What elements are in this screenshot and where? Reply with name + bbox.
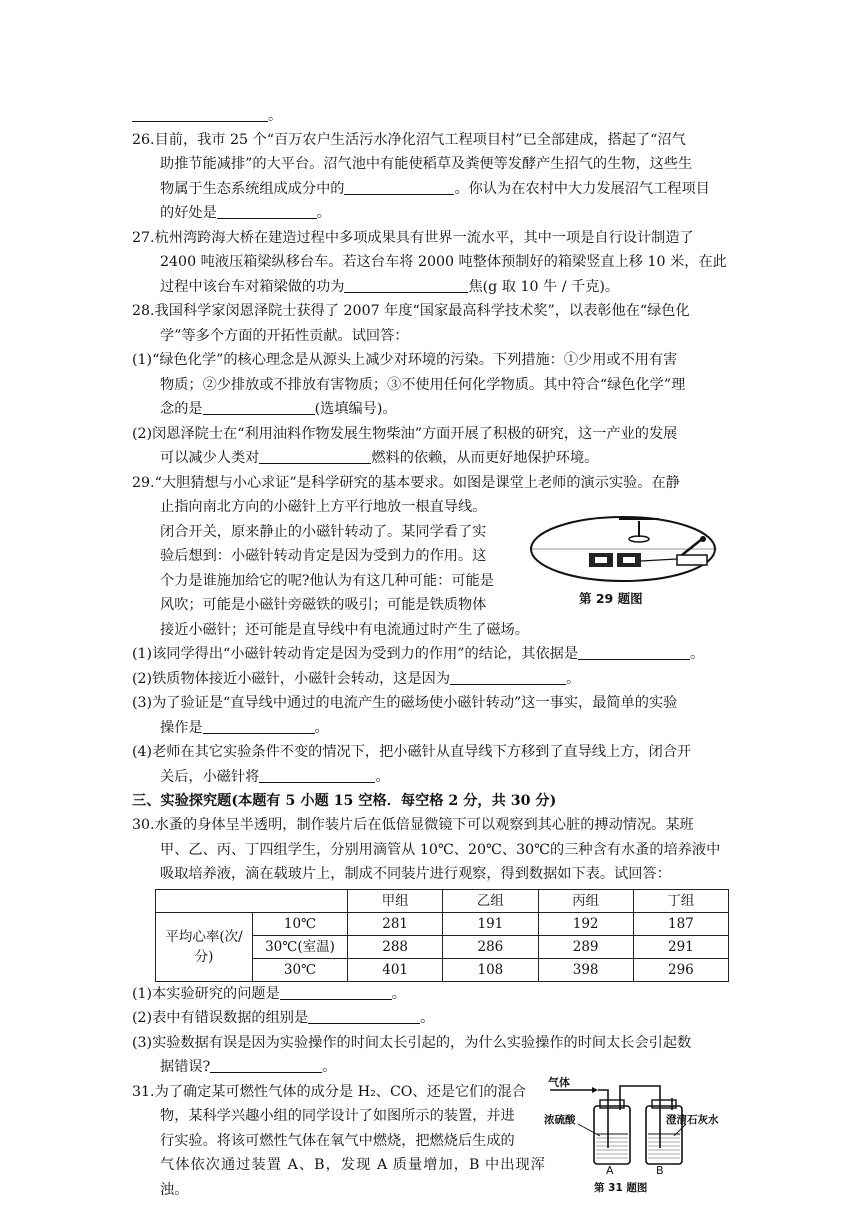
heart-rate-table xyxy=(155,889,729,982)
q28-part-1-line-3: 念的是 (选填编号)。 xyxy=(160,401,397,417)
answer-blank xyxy=(217,204,317,219)
q28-part-1-line-1: (1)“绿色化学”的核心理念是从源头上减少对环境的污染。下列措施：①少用或不用有害 xyxy=(132,352,678,368)
answer-blank xyxy=(280,985,392,1000)
table-cell: 281 xyxy=(348,913,443,936)
answer-blank xyxy=(210,1058,322,1073)
q27-line-1: 27.杭州湾跨海大桥在建造过程中多项成果具有世界一流水平，其中一项是自行设计制造了 xyxy=(132,230,694,246)
q31-line-4: 气体依次通过装置 A、B，发现 A 质量增加，B 中出现浑浊。 xyxy=(160,1157,545,1198)
q29-part-1: (1)该同学得出“小磁针转动肯定是因为受到力的作用”的结论，其依据是 。 xyxy=(132,646,705,662)
table-cell: 398 xyxy=(538,959,633,982)
table-cell: 401 xyxy=(348,959,443,982)
q28-part-2-line-1: (2)闵恩泽院士在“利用油料作物发展生物柴油”方面开展了积极的研究，这一产业的发展 xyxy=(132,426,678,442)
answer-blank xyxy=(344,278,468,293)
q31-line-1: 31.为了确定某可燃性气体的成分是 H₂、CO、还是它们的混合 xyxy=(132,1084,526,1100)
q28-part-1-line-2: 物质；②少排放或不排放有害物质；③不使用任何化学物质。其中符合“绿色化学”理 xyxy=(160,377,686,393)
q29-line-2: 止指向南北方向的小磁针上方平行地放一根直导线。 xyxy=(160,499,487,515)
table-corner-cell xyxy=(156,890,348,913)
q30-line-3: 吸取培养液，滴在载玻片上，制成不同装片进行观察，得到数据如下表。试回答： xyxy=(160,866,671,882)
table-cell: 289 xyxy=(538,936,633,959)
magnet-wire-apparatus-diagram xyxy=(527,511,722,589)
table-cell: 192 xyxy=(538,913,633,936)
q27-line-3: 过程中该台车对箱梁做的功为 焦(g 取 10 牛 / 千克)。 xyxy=(160,279,620,295)
answer-blank xyxy=(259,768,375,783)
table-header-row xyxy=(156,890,729,913)
q29-part-2: (2)铁质物体接近小磁针，小磁针会转动，这是因为 。 xyxy=(132,671,581,687)
figure-31 xyxy=(544,1076,728,1198)
q29-line-3: 闭合开关，原来静止的小磁针转动了。某同学看了实 xyxy=(160,524,487,540)
q31-line-2: 物，某科学兴趣小组的同学设计了如图所示的装置，并进 xyxy=(160,1108,515,1124)
q26-line-3: 物属于生态系统组成成分中的 。你认为在农村中大力发展沼气工程项目 xyxy=(160,181,710,197)
q30-part-1: (1)本实验研究的问题是 。 xyxy=(132,986,406,1002)
q31-line-3: 行实验。将该可燃性气体在氧气中燃烧，把燃烧后生成的 xyxy=(160,1133,515,1149)
answer-blank xyxy=(450,670,566,685)
table-cell: 191 xyxy=(443,913,538,936)
q28-line-2: 学”等多个方面的开拓性贡献。试回答： xyxy=(160,328,409,344)
q28-line-1: 28.我国科学家闵恩泽院士获得了 2007 年度“国家最高科学技术奖”，以表彰他在“绿色化 xyxy=(132,303,690,319)
figure-31-caption: 第 31 题图 xyxy=(594,1182,648,1194)
bottle-a-label: A xyxy=(606,1164,614,1177)
table-cell: 288 xyxy=(348,936,443,959)
q28-part-2-line-2: 可以减少人类对 燃料的依赖，从而更好地保护环境。 xyxy=(160,450,599,466)
q29-part-4-line-1: (4)老师在其它实验条件不变的情况下，把小磁针从直导线下方移到了直导线上方，闭合开 xyxy=(132,744,692,760)
answer-blank xyxy=(308,1009,420,1024)
table-row xyxy=(156,913,729,936)
answer-blank xyxy=(578,645,690,660)
q29-part-3-line-2: 操作是 。 xyxy=(160,720,329,736)
continuation-line: 。 xyxy=(132,104,732,129)
q29-part-3-line-1: (3)为了验证是“直导线中通过的电流产生的磁场使小磁针转动”这一事实，最简单的实验 xyxy=(132,695,678,711)
answer-blank xyxy=(203,400,315,415)
q30-line-2: 甲、乙、丙、丁四组学生，分别用滴管从 10℃、20℃、30℃的三种含有水蚤的培养液中 xyxy=(160,842,721,858)
table-cell: 187 xyxy=(633,913,728,936)
table-header-cell: 丁组 xyxy=(633,890,728,913)
q29-line-4: 验后想到：小磁针转动肯定是因为受到力的作用。这 xyxy=(160,548,487,564)
answer-blank xyxy=(344,180,454,195)
q26-line-2: 助推节能减排”的大平台。沼气池中有能使稻草及粪便等发酵产生招气的生物，这些生 xyxy=(160,156,693,172)
answer-blank xyxy=(203,719,315,734)
q30-line-1: 30.水蚤的身体呈半透明，制作装片后在低倍显微镜下可以观察到其心脏的搏动情况。某班 xyxy=(132,817,694,833)
q29-line-1: 29.“大胆猜想与小心求证”是科学研究的基本要求。如图是课堂上老师的演示实验。在静 xyxy=(132,475,680,491)
limewater-label: 澄清石灰水 xyxy=(666,1114,719,1126)
temperature-cell: 30℃(室温) xyxy=(253,936,348,959)
q30-part-3-line-1: (3)实验数据有误是因为实验操作的时间太长引起的，为什么实验操作的时间太长会引起数 xyxy=(132,1035,692,1051)
q26-line-1: 26.目前，我市 25 个“百万农户生活污水净化沼气工程项目村”已全部建成，搭起了“沼气 xyxy=(132,132,686,148)
table-cell: 291 xyxy=(633,936,728,959)
table-header-cell: 乙组 xyxy=(443,890,538,913)
q29-line-6: 风吹；可能是小磁针旁磁铁的吸引；可能是铁质物体 xyxy=(160,597,487,613)
row-header-cell: 平均心率(次/分) xyxy=(156,913,253,982)
answer-blank xyxy=(259,449,371,464)
q27-line-2: 2400 吨液压箱梁纵移台车。若这台车将 2000 吨整体预制好的箱梁竖直上移 10 米，在此 xyxy=(160,254,727,270)
answer-blank xyxy=(132,107,268,122)
table-cell: 286 xyxy=(443,936,538,959)
temperature-cell: 30℃ xyxy=(253,959,348,982)
table-header-cell: 甲组 xyxy=(348,890,443,913)
q30-part-2: (2)表中有错误数据的组别是 。 xyxy=(132,1010,435,1026)
section-3-heading: 三、实验探究题(本题有 5 小题 15 空格．每空格 2 分，共 30 分) xyxy=(132,793,557,809)
q30-part-3-line-2: 据错误? 。 xyxy=(160,1059,337,1075)
q29-part-4-line-2: 关后，小磁针将 。 xyxy=(160,769,390,785)
q29-line-5: 个力是谁施加给它的呢?他认为有这几种可能：可能是 xyxy=(160,573,494,589)
table-cell: 296 xyxy=(633,959,728,982)
figure-29-caption: 第 29 题图 xyxy=(579,591,643,606)
figure-29 xyxy=(527,511,722,611)
gas-label: 气体 xyxy=(548,1076,570,1089)
temperature-cell: 10℃ xyxy=(253,913,348,936)
table-header-cell: 丙组 xyxy=(538,890,633,913)
q26-line-4: 的好处是 。 xyxy=(160,205,331,221)
bottle-b-label: B xyxy=(656,1164,664,1177)
sulfuric-acid-label: 浓硫酸 xyxy=(544,1114,576,1126)
table-cell: 108 xyxy=(443,959,538,982)
q29-line-7: 接近小磁针；还可能是直导线中有电流通过时产生了磁场。 xyxy=(160,622,529,638)
